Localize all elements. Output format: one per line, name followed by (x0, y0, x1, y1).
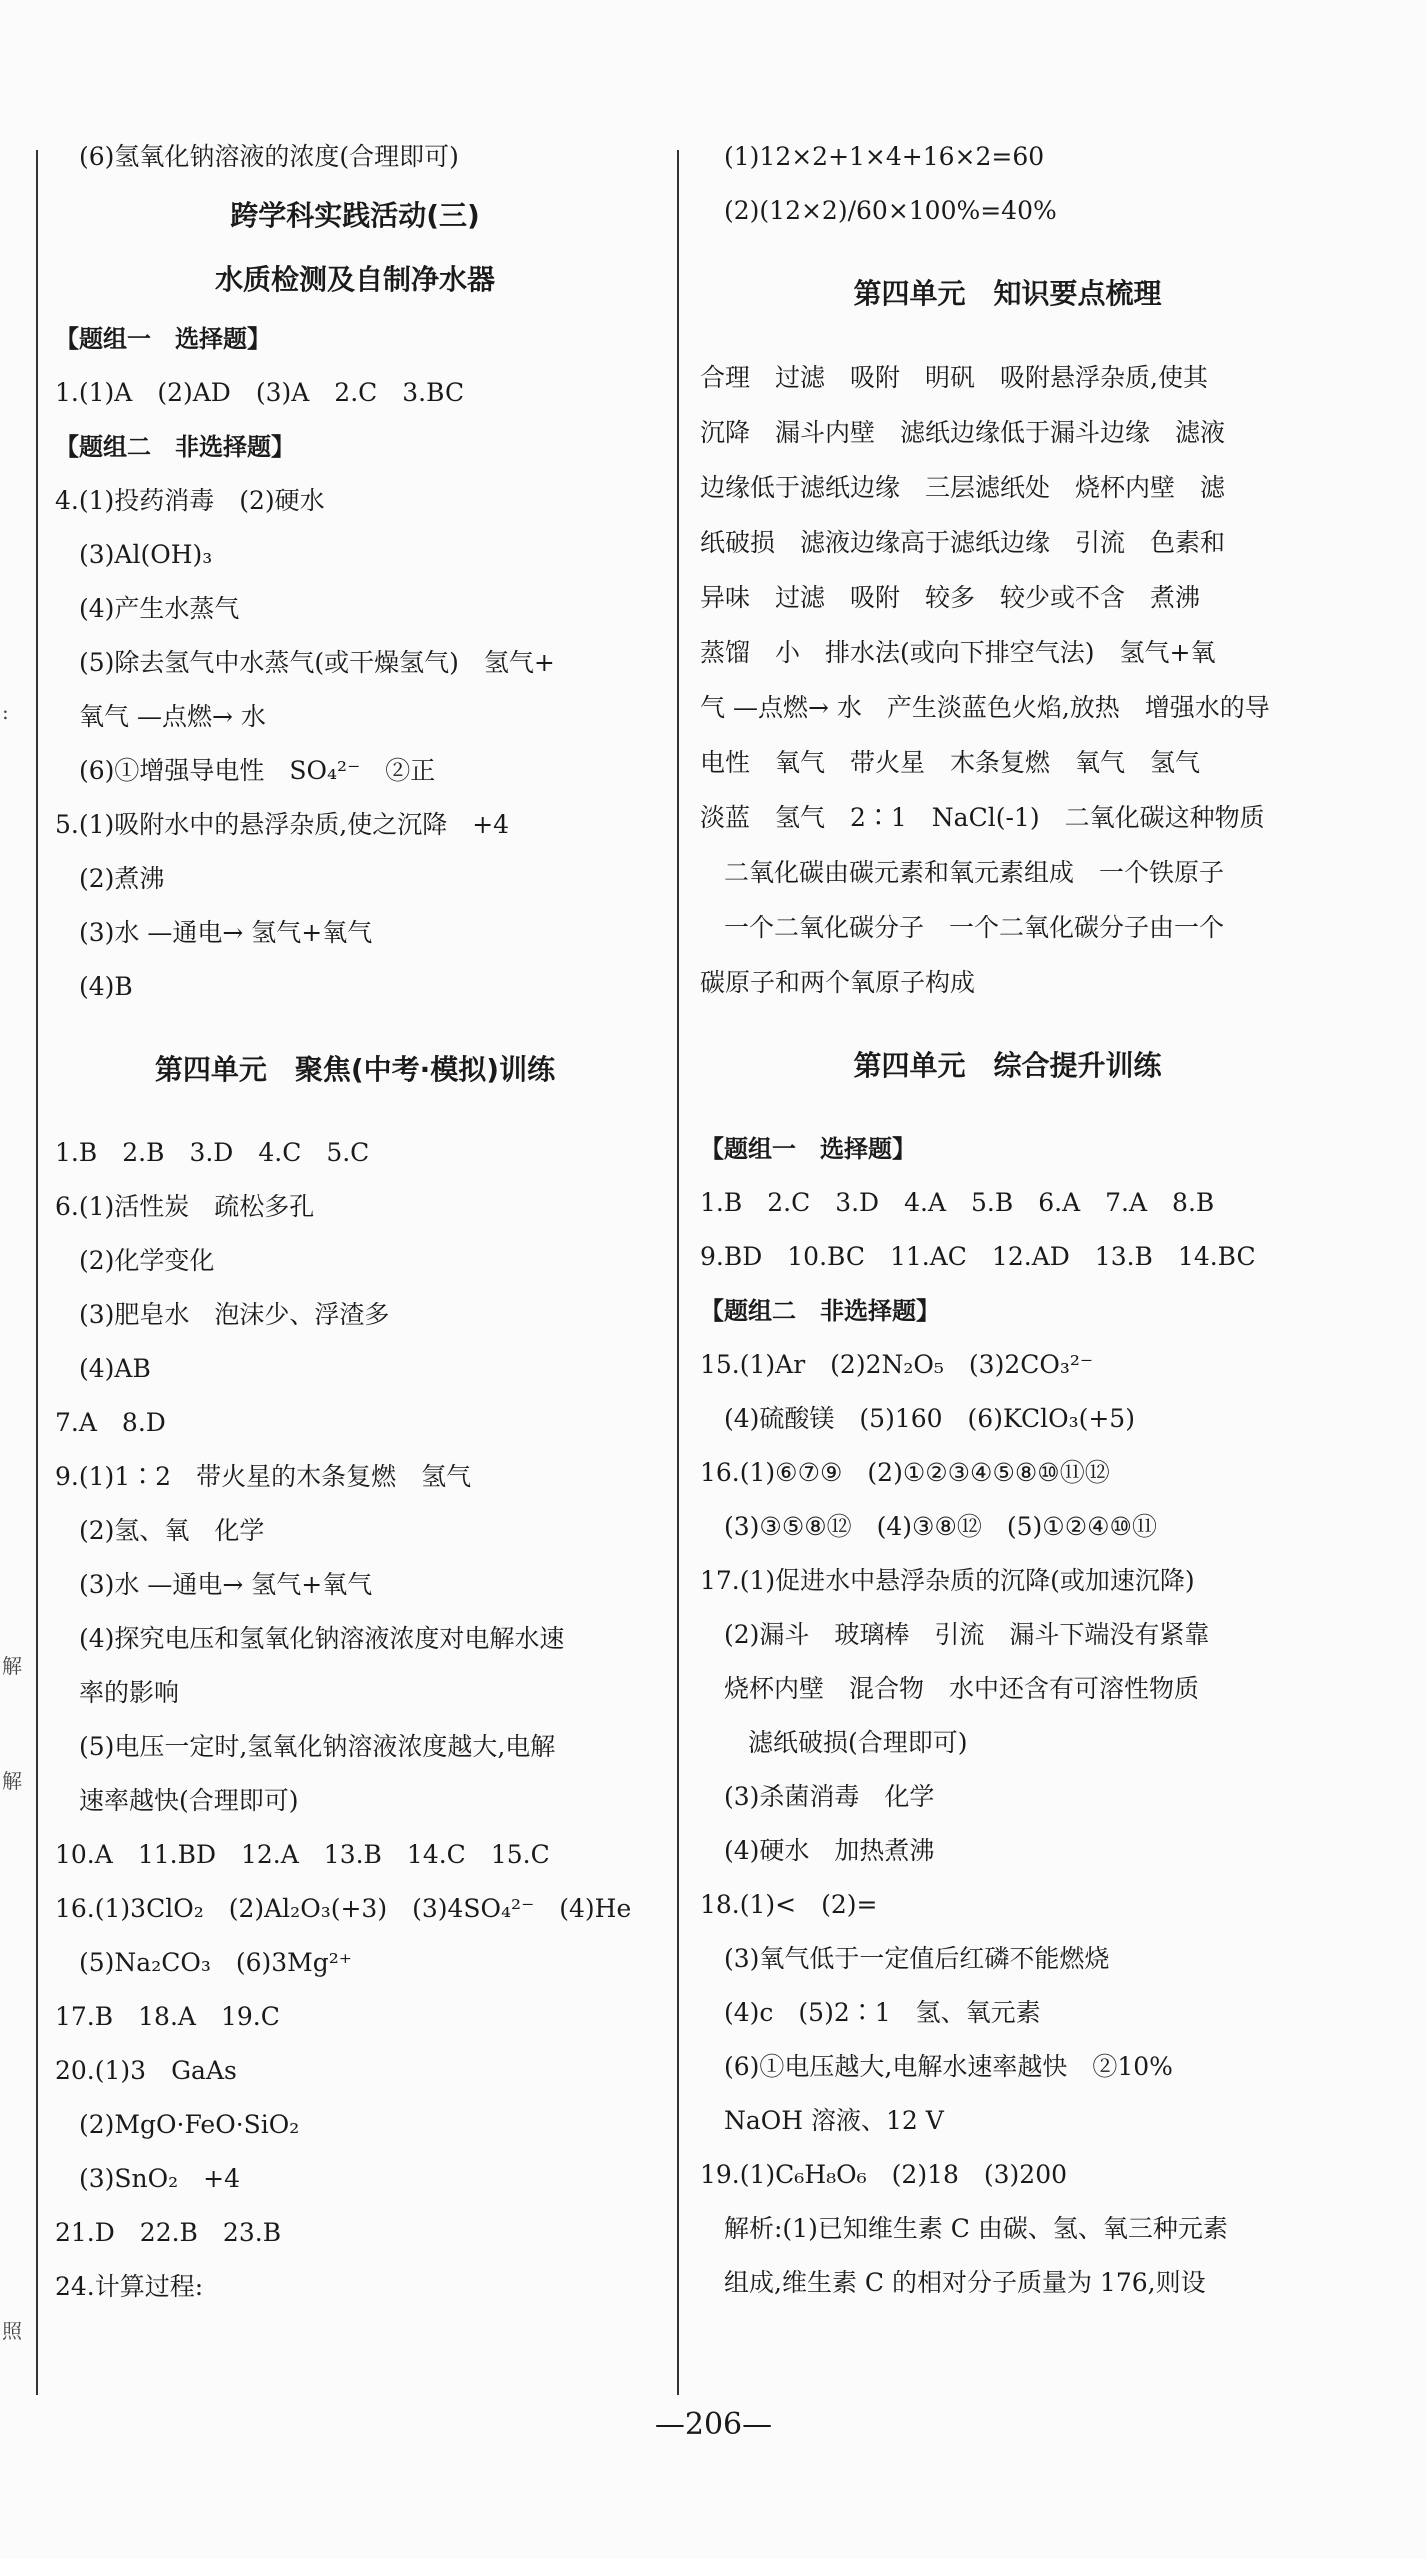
answer-line: (5)除去氢气中水蒸气(或干燥氢气) 氢气+ (79, 648, 555, 677)
answer-line: (2)化学变化 (79, 1246, 215, 1275)
answer-line: (3)水 —通电→ 氢气+氧气 (79, 918, 373, 947)
summary-line: 异味 过滤 吸附 较多 较少或不含 煮沸 (700, 583, 1201, 612)
answer-line: 16.(1)3ClO₂ (2)Al₂O₃(+3) (3)4SO₄²⁻ (4)He (55, 1894, 632, 1923)
answer-line: 4.(1)投药消毒 (2)硬水 (55, 486, 325, 515)
summary-line: 沉降 漏斗内壁 滤纸边缘低于漏斗边缘 滤液 (700, 418, 1226, 447)
left-margin-rule (36, 150, 38, 2395)
answer-line: (3)水 —通电→ 氢气+氧气 (79, 1570, 373, 1599)
answer-line: NaOH 溶液、12 V (724, 2106, 944, 2135)
answer-line: 17.B 18.A 19.C (55, 2002, 280, 2031)
answer-line: (4)硫酸镁 (5)160 (6)KClO₃(+5) (724, 1404, 1135, 1433)
answer-line: 9.(1)1∶2 带火星的木条复燃 氢气 (55, 1462, 472, 1491)
answer-line: (3)氧气低于一定值后红磷不能燃烧 (724, 1944, 1110, 1973)
answer-line: (2)MgO·FeO·SiO₂ (79, 2110, 300, 2139)
answer-line: 7.A 8.D (55, 1408, 166, 1437)
answer-line: 氧气 —点燃→ 水 (79, 702, 266, 731)
summary-line: 二氧化碳由碳元素和氧元素组成 一个铁原子 (724, 858, 1225, 887)
section-heading: 第四单元 综合提升训练 (853, 1049, 1162, 1082)
answer-line: (6)氢氧化钠溶液的浓度(合理即可) (79, 142, 459, 171)
summary-line: 气 —点燃→ 水 产生淡蓝色火焰,放热 增强水的导 (700, 693, 1270, 722)
answer-line: (3)Al(OH)₃ (79, 540, 213, 569)
edge-mark: 照 (2, 2319, 22, 2343)
explanation-line: 解析:(1)已知维生素 C 由碳、氢、氧三种元素 (724, 2214, 1228, 2243)
group-label: 【题组二 非选择题】 (700, 1297, 940, 1325)
answer-line: (4)c (5)2∶1 氢、氧元素 (724, 1998, 1041, 2027)
answer-line: 6.(1)活性炭 疏松多孔 (55, 1192, 315, 1221)
answer-line: 10.A 11.BD 12.A 13.B 14.C 15.C (55, 1840, 550, 1869)
answer-line: (3)肥皂水 泡沫少、浮渣多 (79, 1300, 390, 1329)
edge-mark: : (2, 700, 9, 724)
group-label: 【题组一 选择题】 (55, 325, 271, 353)
answer-line: 1.(1)A (2)AD (3)A 2.C 3.BC (55, 378, 465, 407)
answer-line: (5)电压一定时,氢氧化钠溶液浓度越大,电解 (79, 1732, 556, 1761)
answer-line: 24.计算过程: (55, 2272, 204, 2301)
summary-line: 电性 氧气 带火星 木条复燃 氧气 氢气 (700, 748, 1201, 777)
answer-line: 1.B 2.C 3.D 4.A 5.B 6.A 7.A 8.B (700, 1188, 1215, 1217)
answer-line: (2)氢、氧 化学 (79, 1516, 265, 1545)
group-label: 【题组一 选择题】 (700, 1135, 916, 1163)
edge-mark: 解 (2, 1769, 22, 1793)
answer-line: 速率越快(合理即可) (79, 1786, 299, 1815)
summary-line: 淡蓝 氢气 2∶1 NaCl(-1) 二氧化碳这种物质 (700, 803, 1265, 832)
explanation-line: 组成,维生素 C 的相对分子质量为 176,则设 (724, 2268, 1206, 2297)
column-divider (677, 150, 679, 2395)
answer-line: 15.(1)Ar (2)2N₂O₅ (3)2CO₃²⁻ (700, 1350, 1094, 1379)
answer-line: (2)(12×2)/60×100%=40% (724, 196, 1057, 225)
answer-line: 烧杯内壁 混合物 水中还含有可溶性物质 (724, 1674, 1200, 1703)
section-heading: 跨学科实践活动(三) (230, 199, 480, 232)
answer-line: (3)杀菌消毒 化学 (724, 1782, 935, 1811)
group-label: 【题组二 非选择题】 (55, 433, 295, 461)
answer-line: 9.BD 10.BC 11.AC 12.AD 13.B 14.BC (700, 1242, 1256, 1271)
answer-line: (5)Na₂CO₃ (6)3Mg²⁺ (79, 1948, 352, 1977)
answer-line: (2)煮沸 (79, 864, 165, 893)
page-number: —206— (654, 2407, 773, 2442)
answer-line: 1.B 2.B 3.D 4.C 5.C (55, 1138, 370, 1167)
answer-line: (4)AB (79, 1354, 151, 1383)
left-column (55, 130, 655, 2314)
answer-line: (6)①电压越大,电解水速率越快 ②10% (724, 2052, 1173, 2081)
summary-line: 边缘低于滤纸边缘 三层滤纸处 烧杯内壁 滤 (700, 473, 1226, 502)
answer-line: 16.(1)⑥⑦⑨ (2)①②③④⑤⑧⑩⑪⑫ (700, 1458, 1110, 1487)
summary-line: 纸破损 滤液边缘高于滤纸边缘 引流 色素和 (700, 528, 1226, 557)
answer-line: (4)硬水 加热煮沸 (724, 1836, 935, 1865)
summary-line: 一个二氧化碳分子 一个二氧化碳分子由一个 (724, 913, 1225, 942)
section-heading: 第四单元 聚焦(中考·模拟)训练 (154, 1053, 556, 1086)
answer-line: 21.D 22.B 23.B (55, 2218, 282, 2247)
answer-line: (4)产生水蒸气 (79, 594, 240, 623)
edge-mark: 解 (2, 1654, 22, 1678)
summary-line: 碳原子和两个氧原子构成 (700, 968, 976, 997)
answer-line: 19.(1)C₆H₈O₆ (2)18 (3)200 (700, 2160, 1068, 2189)
section-heading: 第四单元 知识要点梳理 (853, 277, 1162, 310)
answer-line: 5.(1)吸附水中的悬浮杂质,使之沉降 +4 (55, 810, 510, 839)
answer-line: (2)漏斗 玻璃棒 引流 漏斗下端没有紧靠 (724, 1620, 1210, 1649)
answer-line: (3)③⑤⑧⑫ (4)③⑧⑫ (5)①②④⑩⑪ (724, 1512, 1157, 1541)
answer-line: 滤纸破损(合理即可) (748, 1728, 968, 1757)
answer-line: (3)SnO₂ +4 (79, 2164, 241, 2193)
right-column (700, 130, 1315, 2310)
answer-line: (1)12×2+1×4+16×2=60 (724, 142, 1045, 171)
answer-line: (4)B (79, 972, 133, 1001)
answer-line: 18.(1)< (2)= (700, 1890, 878, 1919)
answer-line: 率的影响 (79, 1678, 180, 1707)
section-subheading: 水质检测及自制净水器 (214, 263, 495, 296)
answer-line: 17.(1)促进水中悬浮杂质的沉降(或加速沉降) (700, 1566, 1195, 1595)
summary-line: 蒸馏 小 排水法(或向下排空气法) 氢气+氧 (700, 638, 1216, 667)
summary-line: 合理 过滤 吸附 明矾 吸附悬浮杂质,使其 (700, 363, 1208, 392)
answer-line: (4)探究电压和氢氧化钠溶液浓度对电解水速 (79, 1624, 565, 1653)
answer-line: 20.(1)3 GaAs (55, 2056, 237, 2085)
answer-line: (6)①增强导电性 SO₄²⁻ ②正 (79, 756, 436, 785)
